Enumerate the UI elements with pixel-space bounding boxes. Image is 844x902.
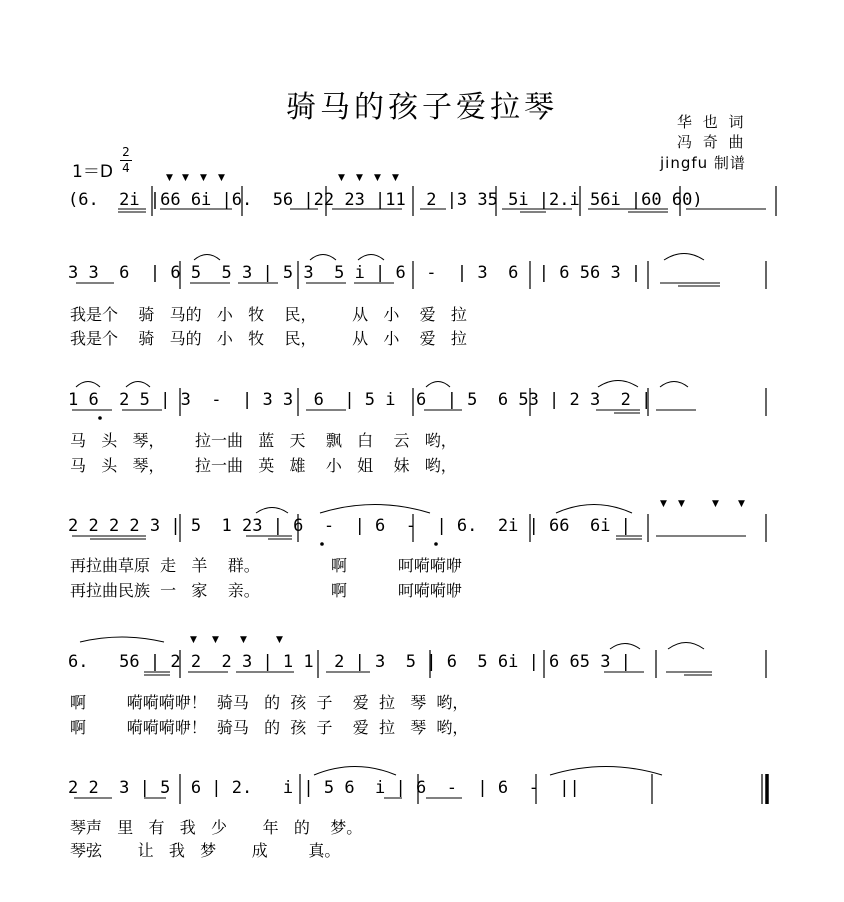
svg-text:▼: ▼ bbox=[212, 635, 219, 645]
system-4-notes: 2 2 2 2 3 | 5 1 23 | 6 - | 6 - | 6. 2i | 66 6i | bbox=[68, 516, 631, 536]
system-6-notes: 2 2 3 | 5 6 | 2. i | 5 6 i | 6 - | 6 - || bbox=[68, 778, 580, 798]
score-system-5 bbox=[0, 635, 844, 684]
svg-text:▼: ▼ bbox=[712, 499, 719, 509]
score-system-6 bbox=[0, 770, 844, 810]
svg-text:▼: ▼ bbox=[678, 499, 685, 509]
svg-text:▼: ▼ bbox=[166, 173, 173, 183]
svg-text:▼: ▼ bbox=[660, 499, 667, 509]
system-5-lyrics-verse1: 啊 嗬嗬嗬咿！ 骑马 的 孩 子 爱 拉 琴 哟， bbox=[70, 693, 469, 712]
score-system-1 bbox=[0, 173, 844, 222]
composer-credit: 冯 奇 曲 bbox=[677, 133, 747, 151]
system-3-lyrics-verse1: 马 头 琴， 拉一曲 蓝 天 飘 白 云 哟， bbox=[70, 431, 457, 450]
time-signature bbox=[120, 146, 132, 175]
system-3-notes: 1 6 2 5 | 3 - | 3 3 6 | 5 i 6 | 5 6 53 | 2 3 2 | bbox=[68, 390, 652, 410]
system-6-lyrics-verse1: 琴声 里 有 我 少 年 的 梦。 bbox=[70, 818, 363, 837]
svg-text:▼: ▼ bbox=[374, 173, 381, 183]
score-system-2 bbox=[0, 255, 844, 295]
time-signature-bottom: 4 bbox=[122, 161, 130, 175]
system-3-lyrics-verse2: 马 头 琴， 拉一曲 英 雄 小 姐 妹 哟， bbox=[70, 456, 457, 475]
svg-text:▼: ▼ bbox=[218, 173, 225, 183]
system-4-lyrics-verse2: 再拉曲民族 一 家 亲。 啊 呵嗬嗬咿 bbox=[70, 581, 462, 600]
system-2-lyrics-verse1: 我是个 骑 马的 小 牧 民， 从 小 爱 拉 bbox=[70, 305, 467, 324]
svg-text:▼: ▼ bbox=[338, 173, 345, 183]
score-system-3 bbox=[0, 382, 844, 422]
system-5-lyrics-verse2: 啊 嗬嗬嗬咿！ 骑马 的 孩 子 爱 拉 琴 哟， bbox=[70, 718, 469, 737]
key-signature: 1＝D bbox=[72, 162, 113, 182]
svg-text:▼: ▼ bbox=[356, 173, 363, 183]
system-2-notes: 3 3 6 | 6 5 5 3 | 5 3 5 i | 6 - | 3 6 | 6 56 3 | bbox=[68, 263, 642, 283]
svg-text:▼: ▼ bbox=[200, 173, 207, 183]
score-system-4 bbox=[0, 499, 844, 548]
svg-text:▼: ▼ bbox=[240, 635, 247, 645]
svg-text:▼: ▼ bbox=[182, 173, 189, 183]
arranger-credit: jingfu 制谱 bbox=[660, 154, 746, 172]
system-2-lyrics-verse2: 我是个 骑 马的 小 牧 民， 从 小 爱 拉 bbox=[70, 329, 467, 348]
system-5-notes: 6. 56 | 2 2 2 3 | 1 1 2 | 3 5 | 6 5 6i | 6 65 3 | bbox=[68, 652, 631, 672]
svg-text:▼: ▼ bbox=[738, 499, 745, 509]
time-signature-top: 2 bbox=[122, 145, 130, 159]
song-title: 骑马的孩子爱拉琴 bbox=[286, 90, 558, 125]
system-1-notes: (6. 2i |66 6i |6. 56 |22 23 |11 2 |3 35 5i |2.i 56i |60 60) bbox=[68, 190, 703, 210]
svg-text:▼: ▼ bbox=[392, 173, 399, 183]
system-4-lyrics-verse1: 再拉曲草原 走 羊 群。 啊 呵嗬嗬咿 bbox=[70, 556, 462, 575]
lyricist-credit: 华 也 词 bbox=[677, 113, 747, 131]
system-6-lyrics-verse2: 琴弦 让 我 梦 成 真。 bbox=[70, 841, 341, 860]
svg-text:▼: ▼ bbox=[276, 635, 283, 645]
svg-text:▼: ▼ bbox=[190, 635, 197, 645]
